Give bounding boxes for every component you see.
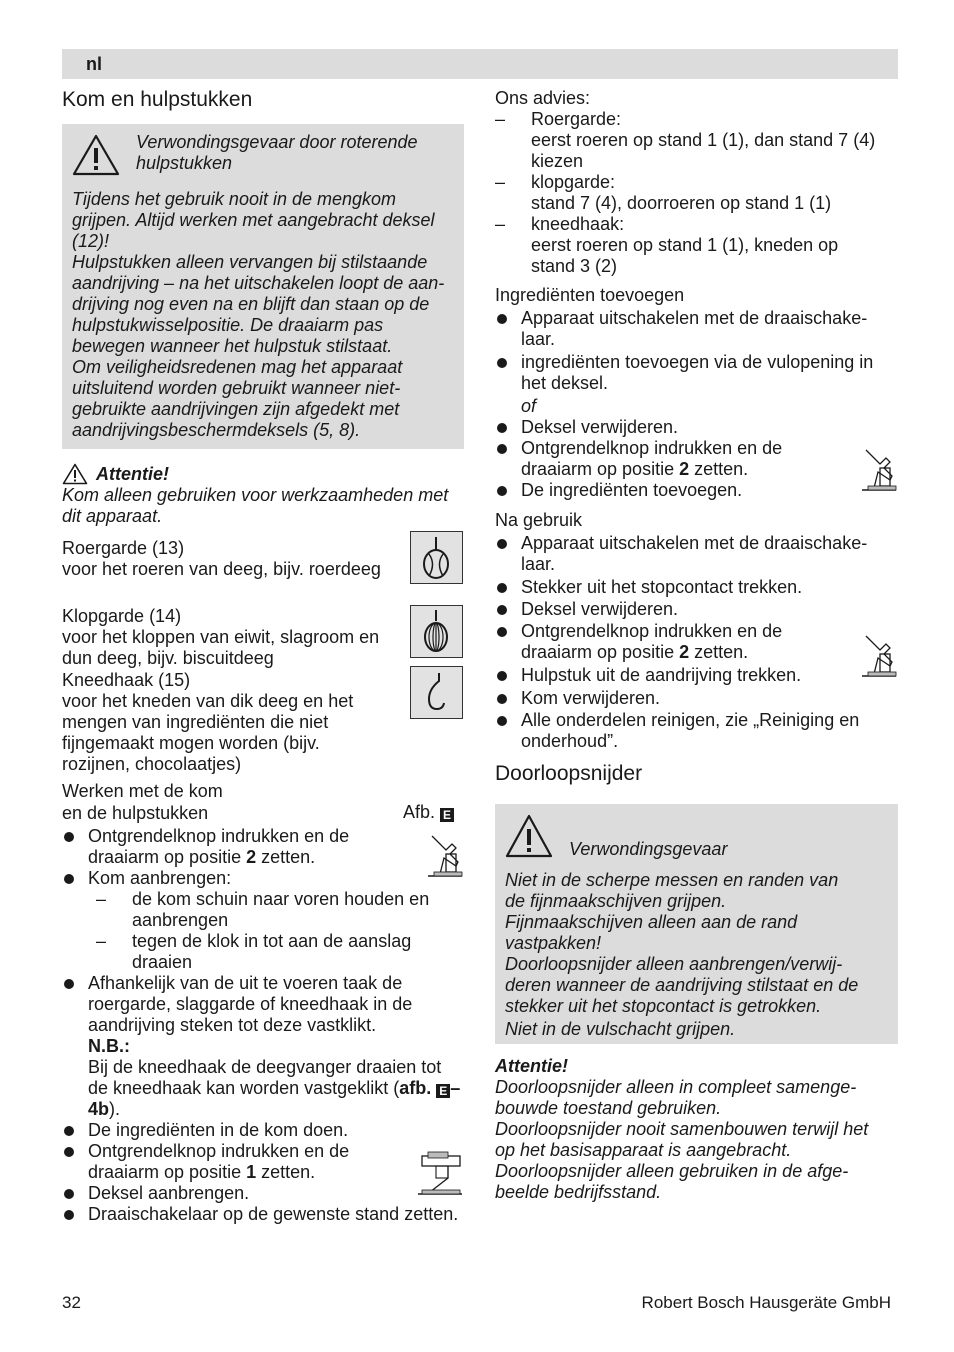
list-item: Apparaat uitschakelen met de draaischake-laar. (495, 533, 898, 575)
list-item: Draaischakelaar op de gewenste stand zetten. (62, 1204, 464, 1225)
list-item: Kom aanbrengen: – de kom schuin naar voren houden en aanbrengen – tegen de klok in tot aan de aanslag draaien (62, 868, 464, 973)
figure-letter-e: E (440, 808, 454, 822)
list-item: Ontgrendelknop indrukken en de draaiarm op positie 2 zetten. (495, 438, 841, 480)
warning-paragraph-3: Om veiligheidsredenen mag het apparaat uitsluitend worden gebruikt wanneer niet-gebruikte aandrijvingen zijn afgedekt met aandrijvingsbeschermdeksels (5, 8). (72, 357, 403, 440)
figure-letter-e: E (436, 1084, 450, 1098)
sub-list (62, 889, 464, 973)
advice-block (495, 87, 898, 277)
attention-title: Attentie! (96, 463, 169, 484)
mixer-arm-up-icon (426, 830, 464, 880)
mixer-arm-down-icon (416, 1150, 464, 1198)
slicer-attention-block (495, 1056, 898, 1203)
tool-description: voor het kloppen van eiwit, slagroom en dun deeg, bijv. biscuitdeeg (62, 627, 380, 668)
list-item: Deksel aanbrengen. (62, 1183, 464, 1204)
company-name: Robert Bosch Hausgeräte GmbH (641, 1293, 891, 1312)
page-number: 32 (62, 1293, 81, 1312)
mixer-arm-up-icon (860, 444, 898, 494)
language-bar (62, 49, 898, 79)
left-column (62, 84, 464, 1225)
list-item: – klopgarde: stand 7 (4), doorroeren op stand 1 (1) (495, 172, 898, 214)
list-item: Stekker uit het stopcontact trekken. (495, 577, 898, 598)
list-item: ingrediënten toevoegen via de vulopening in het deksel. of (495, 352, 881, 417)
ingredients-title: Ingrediënten toevoegen (495, 285, 685, 305)
list-item: Apparaat uitschakelen met de draaischake-laar. (495, 308, 898, 350)
figure-reference: Afb. E (403, 802, 454, 824)
or-text: of (521, 396, 537, 416)
tool-kneading-hook (62, 669, 464, 775)
list-item: De ingrediënten in de kom doen. (62, 1120, 464, 1141)
tool-stirring-paddle (62, 537, 464, 599)
warning-line-3: Doorloopsnijder alleen aanbrengen/verwij-deren wanneer de aandrijving stilstaat en de stekker uit het stopcontact is getrokken. (505, 954, 859, 1016)
working-steps (62, 826, 464, 1225)
list-item: Kom verwijderen. (495, 688, 898, 709)
warning-title: Verwondingsgevaar door roterende hulpstukken (136, 132, 418, 173)
list-item: Ontgrendelknop indrukken en de draaiarm op positie 1 zetten. (62, 1141, 408, 1183)
list-item: Ontgrendelknop indrukken en de draaiarm op positie 2 zetten. (495, 621, 841, 663)
working-title-line-2: en de hulpstukken (62, 803, 209, 823)
tool-description: voor het roeren van deeg, bijv. roerdeeg (62, 559, 381, 579)
attention-block (62, 463, 464, 527)
tool-whisk (62, 605, 464, 669)
warning-box-slicer (495, 804, 898, 1044)
list-item: Hulpstuk uit de aandrijving trekken. (495, 665, 898, 686)
stirring-paddle-icon (410, 531, 463, 584)
warning-triangle-small-icon (62, 463, 88, 485)
list-item: – Roergarde: eerst roeren op stand 1 (1), dan stand 7 (4) kiezen (495, 109, 898, 172)
warning-box-rotating-tools (62, 124, 464, 449)
right-column (495, 84, 898, 1203)
list-item: Alle onderdelen reinigen, zie „Reiniging en onderhoud”. (495, 710, 898, 752)
warning-header (505, 812, 888, 860)
note-title: N.B.: (88, 1036, 130, 1056)
warning-line-1: Niet in de scherpe messen en randen van de fijnmaakschijven grijpen. (505, 870, 839, 911)
advice-list (495, 109, 898, 277)
warning-line-2: Fijnmaakschijven alleen aan de rand vastpakken! (505, 912, 798, 953)
sub-list-item: – tegen de klok in tot aan de aanslag draaien (96, 931, 464, 973)
list-item: Deksel verwijderen. (495, 417, 898, 438)
list-item: Ontgrendelknop indrukken en de draaiarm op positie 2 zetten. (62, 826, 408, 868)
tool-title: Kneedhaak (15) (62, 670, 191, 690)
warning-paragraph-1: Tijdens het gebruik nooit in de mengkom grijpen. Altijd werken met aangebracht deksel (12)! (72, 189, 435, 251)
working-title-line-1: Werken met de kom (62, 781, 223, 801)
tool-title: Klopgarde (14) (62, 606, 182, 626)
advice-title: Ons advies: (495, 88, 591, 108)
warning-header (72, 132, 454, 176)
warning-paragraph-2: Hulpstukken alleen vervangen bij stilstaande aandrijving – na het uitschakelen loopt de aan-drijving nog even na en blijft dan staan op de hulpstukwisselpositie. De draaiarm pas bewegen wanneer het hulpstuk stilstaat. (72, 252, 445, 356)
warning-triangle-icon (72, 134, 120, 176)
after-use-list (495, 533, 898, 752)
attention-text: Kom alleen gebruiken voor werkzaamheden met dit apparaat. (62, 485, 449, 526)
warning-title: Verwondingsgevaar (569, 839, 728, 859)
list-item: – kneedhaak: eerst roeren op stand 1 (1), kneden op stand 3 (2) (495, 214, 898, 277)
language-code: nl (86, 54, 102, 74)
warning-line-4: Niet in de vulschacht grijpen. (505, 1019, 736, 1039)
attention-line-2: Doorloopsnijder nooit samenbouwen terwijl het op het basisapparaat is aangebracht. (495, 1119, 869, 1160)
after-use-block (495, 509, 898, 752)
section-title-bowl: Kom en hulpstukken (62, 88, 253, 111)
mixer-arm-up-icon (860, 630, 898, 680)
tool-description: voor het kneden van dik deeg en het mengen van ingrediënten die niet fijngemaakt mogen worden (bijv. rozijnen, chocolaatjes) (62, 691, 354, 774)
attention-title: Attentie! (495, 1056, 568, 1076)
sub-list-item: – de kom schuin naar voren houden en aanbrengen (96, 889, 464, 931)
ingredients-block (495, 284, 898, 501)
list-item: De ingrediënten toevoegen. (495, 480, 898, 501)
note-text: Bij de kneedhaak de deegvanger draaien tot de kneedhaak kan worden vastgeklikt (afb. E –4b). (88, 1057, 461, 1119)
whisk-icon (410, 605, 463, 658)
tool-title: Roergarde (13) (62, 538, 185, 558)
kneading-hook-icon (410, 666, 463, 719)
section-title-slicer: Doorloopsnijder (495, 762, 643, 785)
list-item: Afhankelijk van de uit te voeren taak de roergarde, slaggarde of kneedhaak in de aandrijving steken tot deze vastklikt. N.B.: Bij de kneedhaak de deegvanger draaien tot de kneedhaak kan worden vastgeklikt (afb. E –4b). (62, 973, 464, 1120)
after-use-title: Na gebruik (495, 510, 583, 530)
warning-triangle-icon (505, 814, 553, 858)
ingredients-list (495, 308, 898, 501)
working-section (62, 780, 464, 1225)
list-item: Deksel verwijderen. (495, 599, 898, 620)
attention-line-1: Doorloopsnijder alleen in compleet samenge-bouwde toestand gebruiken. (495, 1077, 857, 1118)
attention-line-3: Doorloopsnijder alleen gebruiken in de afge-beelde bedrijfsstand. (495, 1161, 849, 1202)
